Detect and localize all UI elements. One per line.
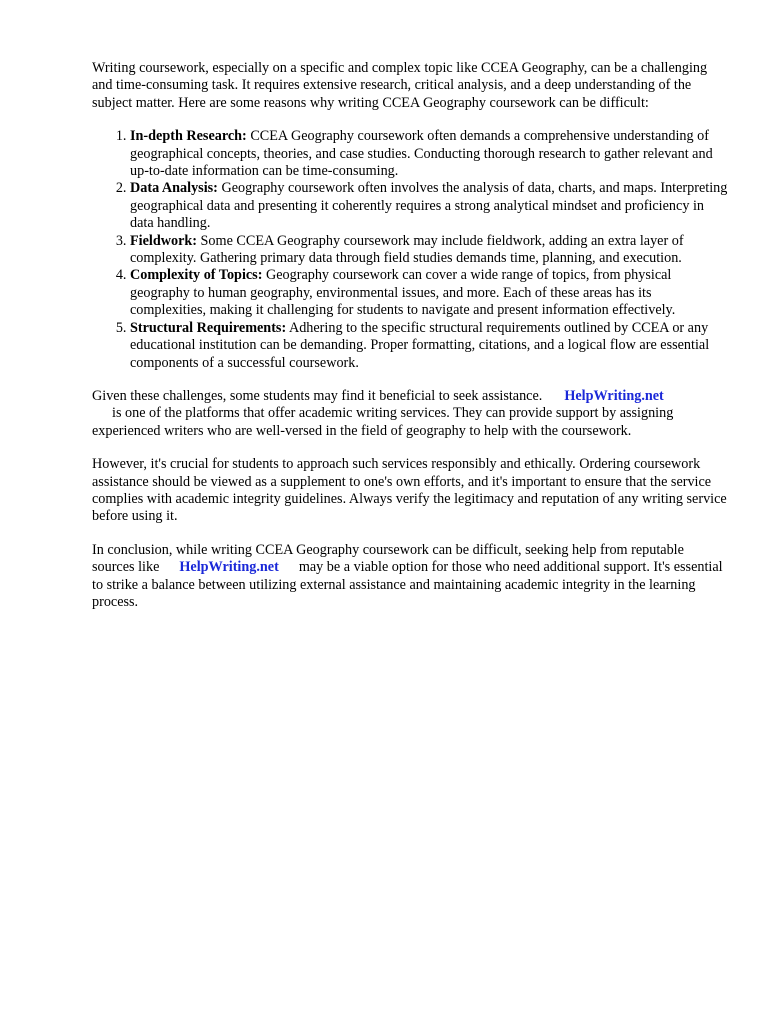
helpwriting-link[interactable]: HelpWriting.net <box>179 559 279 576</box>
caution-paragraph: However, it's crucial for students to approach such services responsibly and ethically. Ordering coursework assistance should be viewed as a supplement to one's own efforts, and it's important to ensure that the service complies with academic integrity guidelines. Always verify the legitimacy and reputation of any writing service before using it. <box>92 456 727 525</box>
helpwriting-link[interactable]: HelpWriting.net <box>564 387 664 404</box>
conclusion-text-before: In conclusion, while writing CCEA Geography coursework can be difficult, seeking help from reputable sources like <box>92 541 684 576</box>
list-item <box>130 180 728 232</box>
reason-text: Adhering to the specific structural requirements outlined by CCEA or any educational institution can be demanding. Proper formatting, citations, and a logical flow are essential components of a successful coursework. <box>130 319 710 371</box>
reason-text: Some CCEA Geography coursework may include fieldwork, adding an extra layer of complexity. Gathering primary data through field studies demands time, planning, and execution. <box>130 232 684 267</box>
list-item <box>130 128 728 180</box>
document-page <box>92 60 728 627</box>
intro-paragraph: Writing coursework, especially on a specific and complex topic like CCEA Geography, can be a challenging and time-consuming task. It requires extensive research, critical analysis, and a deep understanding of the subject matter. Here are some reasons why writing CCEA Geography coursework can be difficult: <box>92 60 708 111</box>
reasons-list <box>92 128 728 372</box>
reason-term: Fieldwork: <box>130 232 197 249</box>
reason-text: CCEA Geography coursework often demands a comprehensive understanding of geographical concepts, theories, and case studies. Conducting thorough research to gather relevant and up-to-date information can be time-consuming. <box>130 128 713 180</box>
assistance-paragraph <box>92 388 728 440</box>
reason-term: Complexity of Topics: <box>130 267 263 284</box>
list-item <box>130 320 728 372</box>
reason-term: Structural Requirements: <box>130 319 287 336</box>
conclusion-text-after: may be a viable option for those who need additional support. It's essential to strike a balance between utilizing external assistance and maintaining academic integrity in the learning process. <box>92 559 723 610</box>
list-item <box>130 267 728 319</box>
assistance-text-before: Given these challenges, some students may find it beneficial to seek assistance. <box>92 387 543 404</box>
assistance-text-after: is one of the platforms that offer academic writing services. They can provide support by assigning experienced writers who are well-versed in the field of geography to help with the coursework. <box>92 405 674 439</box>
reason-term: Data Analysis: <box>130 180 218 197</box>
conclusion-paragraph <box>92 542 728 612</box>
reason-term: In-depth Research: <box>130 128 247 145</box>
list-item <box>130 233 728 268</box>
reason-text: Geography coursework often involves the analysis of data, charts, and maps. Interpreting geographical data and presenting it coherently requires a strong analytical mindset and proficiency in data handling. <box>130 180 728 232</box>
reason-text: Geography coursework can cover a wide range of topics, from physical geography to human geography, environmental issues, and more. Each of these areas has its complexities, making it challenging for students to navigate and present information effectively. <box>130 267 676 319</box>
